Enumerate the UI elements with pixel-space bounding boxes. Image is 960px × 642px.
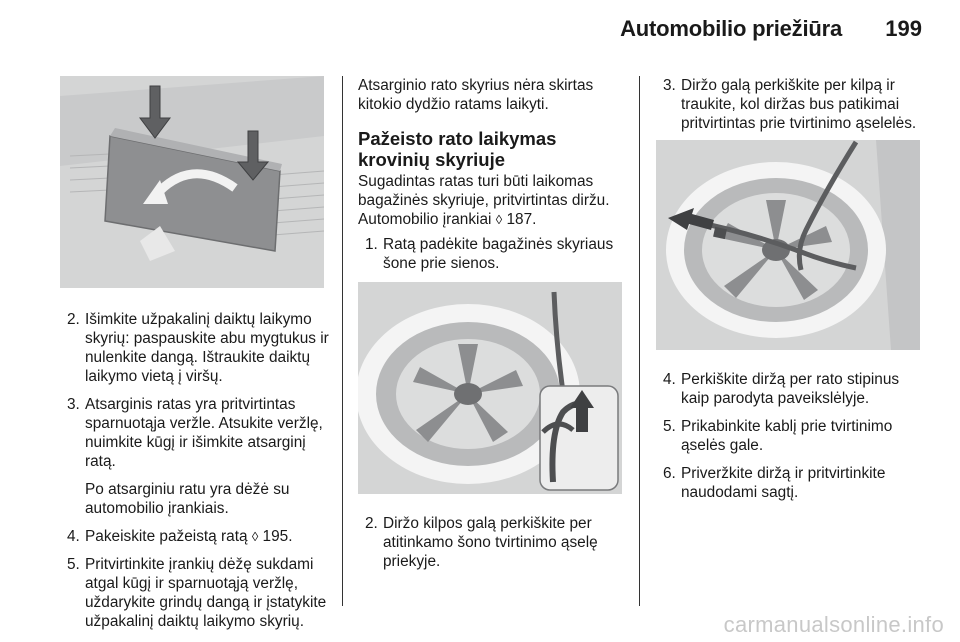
column-2 — [358, 76, 628, 580]
list-item: 6. Priveržkite diržą ir pritvirtinkite naudodami sagtį. — [663, 465, 886, 501]
column-divider-2 — [639, 76, 640, 606]
list-item: 2. Diržo kilpos galą perkiškite per atitinkamo šono tvirtinimo ąselę priekyje. — [365, 515, 598, 570]
list-item: 2. Išimkite užpakalinį daiktų laikymo skyrių: paspauskite abu mygtukus ir nulenkite dangą. Ištraukite daiktų laikymo vietą į viršų. — [67, 311, 329, 385]
section-heading: Pažeisto rato laikymas krovinių skyriuje — [358, 128, 557, 170]
column-3 — [656, 76, 926, 511]
steps-list-3 — [656, 76, 926, 133]
intro-text: Atsarginio rato skyrius nėra skirtas kitokio dydžio ratams laikyti. — [358, 77, 594, 113]
steps-list-3b — [656, 370, 926, 502]
column-divider-1 — [342, 76, 343, 606]
reference-arrow-icon: ◊ — [495, 212, 503, 227]
page-reference[interactable]: 195. — [262, 528, 293, 545]
steps-list-2 — [358, 235, 628, 273]
list-item: 5. Prikabinkite kablį prie tvirtinimo ąselės gale. — [663, 418, 893, 454]
page-reference[interactable]: 187. — [506, 211, 537, 228]
spare-wheel-strap-illustration — [358, 282, 622, 494]
tool-box-note: Po atsarginiu ratu yra dėžė su automobilio įrankiais. — [85, 481, 290, 517]
page-number: 199 — [885, 16, 922, 41]
steps-list-1 — [60, 310, 332, 471]
list-item: 5. Pritvirtinkite įrankių dėžę sukdami atgal kūgį ir sparnuotąją veržlę, uždarykite grindų dangą ir įstatykite užpakalinį daiktų laikymo skyrių. — [67, 556, 327, 630]
strap-routing-illustration — [656, 140, 920, 350]
list-item: 3. Atsarginis ratas yra pritvirtintas sparnuotąja veržle. Atsukite veržlę, nuimkite kūgį ir išimkite atsarginį ratą. — [67, 396, 323, 470]
reference-arrow-icon: ◊ — [251, 529, 259, 544]
list-item: 4. Perkiškite diržą per rato stipinus kaip parodyta paveikslėlyje. — [663, 371, 900, 407]
body-paragraph: Sugadintas ratas turi būti laikomas bagažinės skyriuje, pritvirtintas diržu. Automobilio įrankiai ◊ 187. — [358, 173, 610, 228]
column-1 — [60, 76, 332, 640]
page-header — [0, 0, 960, 62]
cargo-compartment-illustration — [60, 76, 324, 288]
watermark: carmanualsonline.info — [723, 612, 944, 637]
list-item: 4. Pakeiskite pažeistą ratą ◊ 195. — [67, 528, 293, 545]
section-title: Automobilio priežiūra — [620, 16, 842, 41]
list-item: 1. Ratą padėkite bagažinės skyriaus šone prie sienos. — [365, 236, 614, 272]
list-item: 3. Diržo galą perkiškite per kilpą ir traukite, kol diržas bus patikimai pritvirtintas prie tvirtinimo ąselelės. — [663, 77, 917, 132]
steps-list-2b — [358, 514, 628, 571]
steps-list-1b — [60, 527, 332, 631]
